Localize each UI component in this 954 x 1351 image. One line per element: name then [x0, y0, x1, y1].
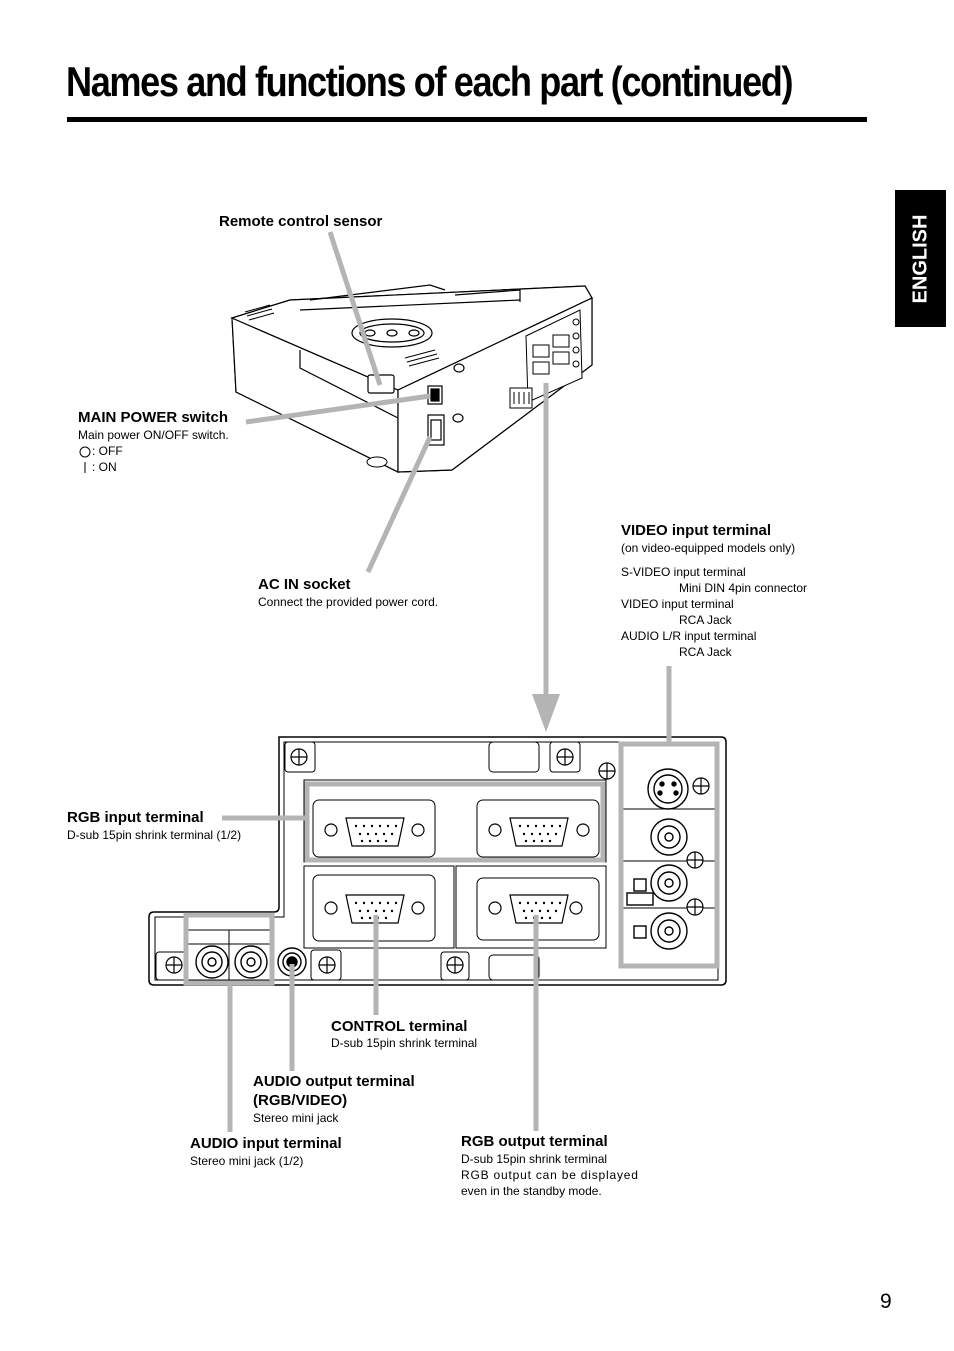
- main-power-off: : OFF: [92, 444, 123, 458]
- main-power-on: : ON: [92, 460, 117, 474]
- rgb-output-line: even in the standby mode.: [461, 1184, 602, 1198]
- main-power-desc: Main power ON/OFF switch.: [78, 428, 229, 442]
- ac-in-label: AC IN socket: [258, 576, 351, 593]
- rgb-output-line: D-sub 15pin shrink terminal: [461, 1152, 608, 1166]
- video-input-line: RCA Jack: [679, 645, 732, 659]
- audio-input-label: AUDIO input terminal: [190, 1135, 342, 1152]
- video-input-line: Mini DIN 4pin connector: [679, 581, 808, 595]
- main-power-label: MAIN POWER switch: [78, 409, 229, 426]
- audio-output-label-2: (RGB/VIDEO): [253, 1092, 348, 1109]
- audio-output-label: AUDIO output terminal: [253, 1073, 415, 1090]
- video-input-label: VIDEO input terminal: [621, 522, 772, 539]
- ac-in-desc: Connect the provided power cord.: [258, 595, 439, 609]
- video-input-line: AUDIO L/R input terminal: [621, 629, 757, 643]
- remote-sensor-label: Remote control sensor: [219, 213, 383, 230]
- rgb-input-desc: D-sub 15pin shrink terminal (1/2): [67, 828, 242, 842]
- rgb-input-label: RGB input terminal: [67, 809, 204, 826]
- rgb-output-label: RGB output terminal: [461, 1133, 608, 1150]
- rgb-output-line: RGB output can be displayed: [461, 1168, 639, 1182]
- page-title: Names and functions of each part (continued): [66, 58, 793, 105]
- video-input-note: (on video-equipped models only): [621, 541, 796, 555]
- language-tab-label: ENGLISH: [909, 214, 931, 303]
- audio-input-desc: Stereo mini jack (1/2): [190, 1154, 304, 1168]
- page-number: 9: [880, 1290, 892, 1313]
- control-label: CONTROL terminal: [331, 1018, 468, 1035]
- video-input-line: S-VIDEO input terminal: [621, 565, 746, 579]
- off-symbol-icon: [80, 447, 90, 457]
- video-input-line: RCA Jack: [679, 613, 732, 627]
- leader-arrowhead: [532, 694, 560, 732]
- projector-foot: [367, 457, 387, 467]
- video-input-line: VIDEO input terminal: [621, 597, 734, 611]
- control-desc: D-sub 15pin shrink terminal: [331, 1036, 478, 1050]
- audio-output-desc: Stereo mini jack: [253, 1111, 339, 1125]
